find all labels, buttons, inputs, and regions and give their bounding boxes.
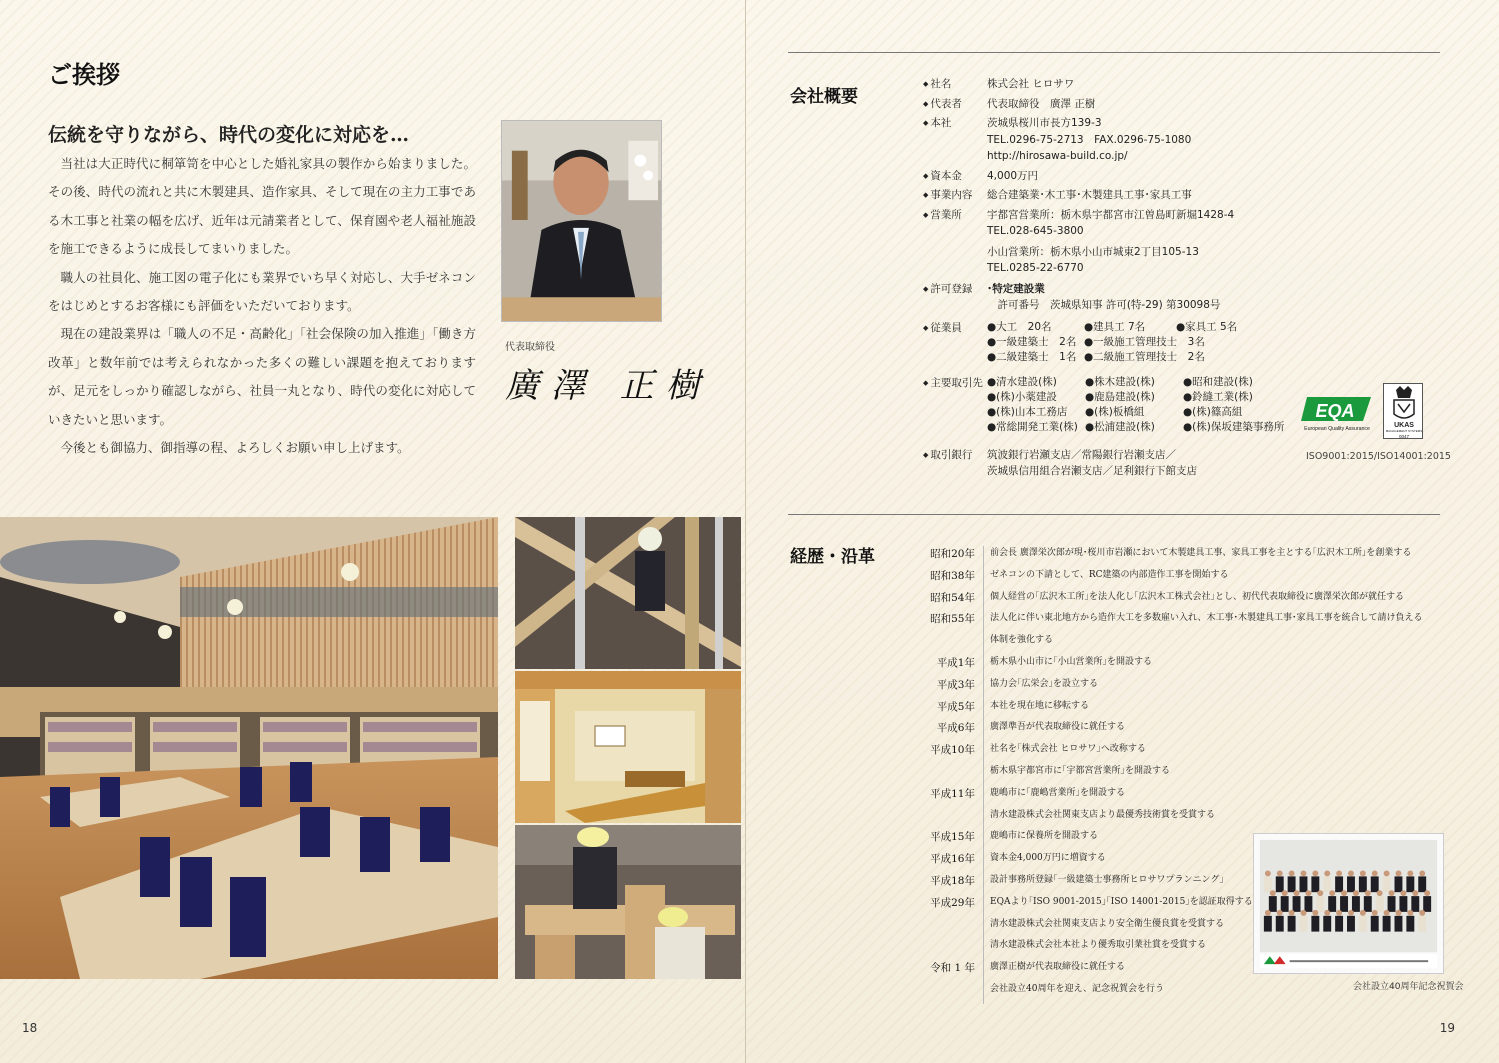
- history-year: 昭和54年: [930, 591, 975, 604]
- history-text: 廣澤正樹が代表取締役に就任する: [983, 960, 1413, 982]
- history-text: 栃木県宇都宮市に｢宇都宮営業所｣を開設する: [983, 764, 1413, 786]
- profile-row-bank: ◆ 取引銀行 筑波銀行岩瀬支店／常陽銀行岩瀬支店／ 茨城県信用組合岩瀬支店／足利銀行下館支店: [923, 447, 1283, 480]
- greeting-paragraph: 現在の建設業界は「職人の不足・高齢化」「社会保険の加入推進」「働き方改革」と数年前では考えられなかった多くの難しい課題を抱えておりますが、足元をしっかり確認しながら、社員一丸となり、時代の変化に対応していきたいと思います。: [48, 326, 476, 427]
- history-year: 平成18年: [930, 874, 975, 887]
- history-year: 平成11年: [930, 787, 975, 800]
- history-text: 設計事務所登録｢一級建築士事務所ヒロサワプランニング｣: [983, 873, 1413, 895]
- history-row: [923, 568, 1413, 590]
- history-row: [923, 982, 1413, 1004]
- president-portrait: [501, 120, 662, 322]
- history-row: [923, 655, 1413, 677]
- history-year: 昭和55年: [930, 613, 975, 626]
- left-page: [0, 0, 745, 1063]
- profile-row-name: ◆ 社名 株式会社 ヒロサワ: [923, 76, 1283, 93]
- section-rule: [788, 514, 1440, 515]
- profile-row-capital: ◆ 資本金 4,000万円: [923, 168, 1283, 185]
- profile-row-staff: ◆ 従業員 ●大工 20名 ●建具工 7名 ●家具工 5名 ●一級建築士 2名 ●一級施工管理技士 3名 ●二級建築士 1名 ●二級施工管理技士 2名: [923, 320, 1283, 365]
- greeting-paragraph: 当社は大正時代に桐箪笥を中心とした婚礼家具の製作から始まりました。その後、時代の流れと共に木製建具、造作家具、そして現在の主力工事である木工事と社業の幅を広げ、近年は元請業者として、保育園や老人福祉施設を施工できるように成長してまいりました。: [48, 156, 476, 257]
- greeting-body: [48, 150, 476, 462]
- scaffold-work-photo: [515, 517, 741, 669]
- eqa-logo: [1301, 395, 1373, 433]
- signature-name: 廣澤 正樹: [505, 366, 712, 406]
- history-text: 協力会｢広栄会｣を設立する: [983, 677, 1413, 699]
- history-text: 清水建設株式会社本社より優秀取引業社賞を受賞する: [983, 938, 1413, 960]
- history-text: 社名を｢株式会社 ヒロサワ｣へ改称する: [983, 742, 1413, 764]
- greeting-headline: 伝統を守りながら、時代の変化に対応を…: [48, 124, 410, 146]
- history-row: [923, 808, 1413, 830]
- history-text: 法人化に伴い東北地方から造作大工を多数雇い入れ、木工事･木製建具工事･家具工事を統合して請け負える: [983, 611, 1423, 633]
- profile-row-office: ◆ 営業所 宇都宮営業所：栃木県宇都宮市江曽島町新堀1428-4 TEL.028-645-3800 小山営業所：栃木県小山市城東2丁目105-13 TEL.0285-22-6770: [923, 207, 1283, 277]
- history-year: 昭和38年: [930, 569, 975, 582]
- history-year: 平成5年: [936, 700, 975, 713]
- history-text: 前会長 廣澤栄次郎が現･桜川市岩瀬において木製建具工事、家具工事を主とする｢広沢木工所｣を創業する: [983, 546, 1413, 568]
- history-year: 平成15年: [930, 831, 975, 844]
- carpenters-photo: [515, 825, 741, 979]
- history-year: 昭和20年: [930, 548, 975, 560]
- history-row: [923, 590, 1413, 612]
- history-row: [923, 633, 1413, 655]
- history-title: 経歴・沿革: [790, 547, 875, 567]
- history-text: 会社設立40周年を迎え、記念祝賀会を行う: [983, 982, 1413, 1004]
- library-photo: [0, 517, 498, 979]
- history-text: EQAより｢ISO 9001-2015｣｢ISO 14001-2015｣を認証取得する: [983, 895, 1413, 917]
- history-text: 資本金4,000万円に増資する: [983, 851, 1413, 873]
- history-year: 平成1年: [936, 656, 975, 669]
- history-year: 平成10年: [930, 744, 975, 757]
- history-text: 鹿嶋市に｢鹿嶋営業所｣を開設する: [983, 786, 1413, 808]
- history-year: 平成29年: [930, 896, 975, 909]
- history-text: 清水建設株式会社関東支店より最優秀技術賞を受賞する: [983, 808, 1413, 830]
- history-row: [923, 742, 1413, 764]
- history-row: [923, 611, 1423, 633]
- history-text: 鹿嶋市に保養所を開設する: [983, 829, 1413, 851]
- history-row: [923, 677, 1413, 699]
- iso-caption: ISO9001:2015/ISO14001:2015: [1306, 451, 1451, 462]
- page-number-right: 19: [1439, 1021, 1455, 1035]
- profile-row-rep: ◆ 代表者 代表取締役 廣澤 正樹: [923, 96, 1283, 113]
- greeting-paragraph: 職人の社員化、施工図の電子化にも業界でいち早く対応し、大手ゼネコンをはじめとするお客様にも評価をいただいております。: [48, 269, 476, 314]
- history-text: 本社を現在地に移転する: [983, 699, 1413, 721]
- signature-role: 代表取締役: [505, 342, 555, 353]
- group-photo-caption: 会社設立40周年記念祝賀会: [1353, 982, 1464, 992]
- ukas-logo: [1383, 383, 1423, 439]
- history-row: [923, 786, 1413, 808]
- history-text: 個人経営の｢広沢木工所｣を法人化し｢広沢木工株式会社｣とし、初代代表取締役に廣澤栄次郎が就任する: [983, 590, 1413, 612]
- profile-title: 会社概要: [790, 87, 858, 107]
- history-text: 栃木県小山市に｢小山営業所｣を開設する: [983, 655, 1413, 677]
- history-year: 平成3年: [936, 678, 975, 691]
- eqa-logo-sub: European Quality Assurance: [1304, 426, 1370, 432]
- ukas-logo-number: 0047: [1398, 434, 1410, 439]
- japanese-room-photo: [515, 671, 741, 823]
- history-text: ゼネコンの下請として、RC建築の内部造作工事を開始する: [983, 568, 1413, 590]
- greeting-paragraph: 今後とも御協力、御指導の程、よろしくお願い申し上げます。: [60, 440, 410, 456]
- history-year: 平成16年: [930, 853, 975, 866]
- history-row: [923, 699, 1413, 721]
- profile-row-hq: ◆ 本社 茨城県桜川市長方139-3 TEL.0296-75-2713 FAX.0296-75-1080 http://hirosawa-build.co.jp/: [923, 115, 1283, 165]
- group-photo: [1253, 833, 1444, 974]
- history-row: [923, 546, 1413, 568]
- history-text: 廣澤準吾が代表取締役に就任する: [983, 720, 1413, 742]
- page-number-left: 18: [22, 1021, 38, 1035]
- history-text: 体制を強化する: [983, 633, 1413, 655]
- greeting-title: ご挨拶: [48, 61, 120, 89]
- eqa-logo-text: EQA: [1315, 401, 1355, 421]
- history-text: 清水建設株式会社関東支店より安全衛生優良賞を受賞する: [983, 917, 1413, 939]
- company-profile: [923, 76, 1283, 483]
- history-row: [923, 764, 1413, 786]
- history-year: 令和 1 年: [930, 962, 975, 975]
- history-year: 平成6年: [936, 722, 975, 735]
- section-rule: [788, 52, 1440, 53]
- website-link[interactable]: http://hirosawa-build.co.jp/: [987, 150, 1128, 162]
- history-row: [923, 720, 1413, 742]
- right-page: [745, 0, 1499, 1063]
- ukas-logo-sub: MANAGEMENT SYSTEMS: [1385, 429, 1423, 433]
- profile-row-license: ◆ 許可登録 ･特定建設業 許可番号 茨城県知事 許可(特-29) 第30098号: [923, 281, 1283, 314]
- profile-row-business: ◆ 事業内容 総合建築業･木工事･木製建具工事･家具工事: [923, 187, 1283, 204]
- profile-row-clients: ◆ 主要取引先 ●清水建設(株) ●株木建設(株) ●昭和建設(株) ●(株)小薬建設 ●鹿島建設(株) ●鈴縫工業(株) ●(株)山本工務店 ●(株)板橋組 ●(株)篠高組 ●常総開発工業(株) ●松浦建設(株) ●(株)保坂建築事務所: [923, 375, 1283, 435]
- ukas-logo-text: UKAS: [1394, 422, 1414, 429]
